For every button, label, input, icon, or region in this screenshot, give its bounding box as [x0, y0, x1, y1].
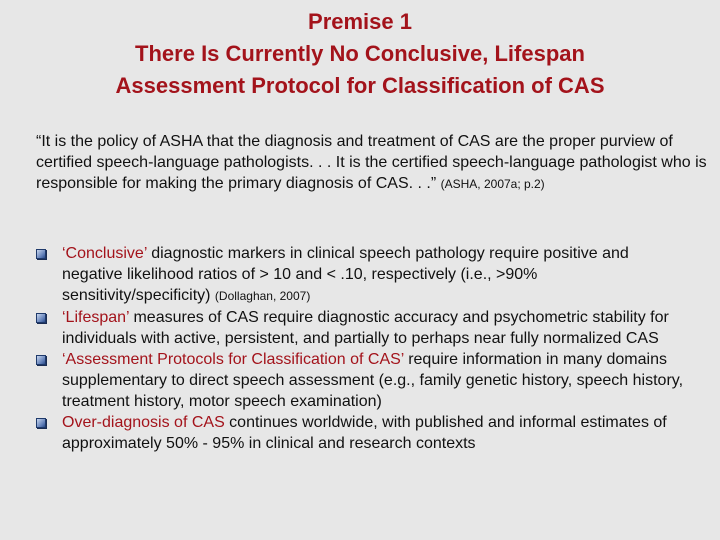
- square-bullet-icon: [36, 249, 46, 259]
- bullet-text: require information in many domains supplementary to direct speech assessment (e.g., family genetic history, speech history, treatment history, motor speech examination): [62, 351, 684, 410]
- bullet-highlight: ‘Lifespan’: [62, 309, 130, 326]
- bullet-highlight: ‘Conclusive’: [62, 245, 147, 262]
- square-bullet-icon: [36, 313, 46, 323]
- bullet-item-assessment-protocols: [36, 349, 686, 412]
- slide-title: [0, 6, 720, 102]
- bullet-list: [36, 243, 686, 454]
- quote-text: “It is the policy of ASHA that the diagnosis and treatment of CAS are the proper purview of certified speech-language pathologists. . . It is the certified speech-language pathologist who is responsible for making the primary diagnosis of CAS. . .”: [36, 133, 707, 192]
- bullet-highlight: Over-diagnosis of CAS: [62, 414, 225, 431]
- bullet-text: continues worldwide, with published and informal estimates of approximately 50% - 95% in clinical and research contexts: [62, 414, 667, 452]
- quote-citation: (ASHA, 2007a; p.2): [440, 177, 545, 191]
- title-line-1: Premise 1: [308, 9, 412, 34]
- bullet-item-lifespan: [36, 307, 686, 349]
- title-line-2: There Is Currently No Conclusive, Lifespan: [135, 41, 585, 66]
- bullet-citation: (Dollaghan, 2007): [214, 289, 311, 303]
- bullet-highlight: ‘Assessment Protocols for Classification of CAS’: [62, 351, 404, 368]
- bullet-item-conclusive: [36, 243, 686, 307]
- asha-quote: [36, 131, 716, 195]
- bullet-text: diagnostic markers in clinical speech pathology require positive and negative likelihood ratios of > 10 and < .10, respectively (i.e., >90% sensitivity/specificity): [62, 245, 629, 304]
- square-bullet-icon: [36, 355, 46, 365]
- title-line-3: Assessment Protocol for Classification of CAS: [115, 73, 605, 98]
- bullet-item-over-diagnosis: [36, 412, 686, 454]
- square-bullet-icon: [36, 418, 46, 428]
- bullet-text: measures of CAS require diagnostic accuracy and psychometric stability for individuals with active, persistent, and partially to perhaps near fully normalized CAS: [62, 309, 669, 347]
